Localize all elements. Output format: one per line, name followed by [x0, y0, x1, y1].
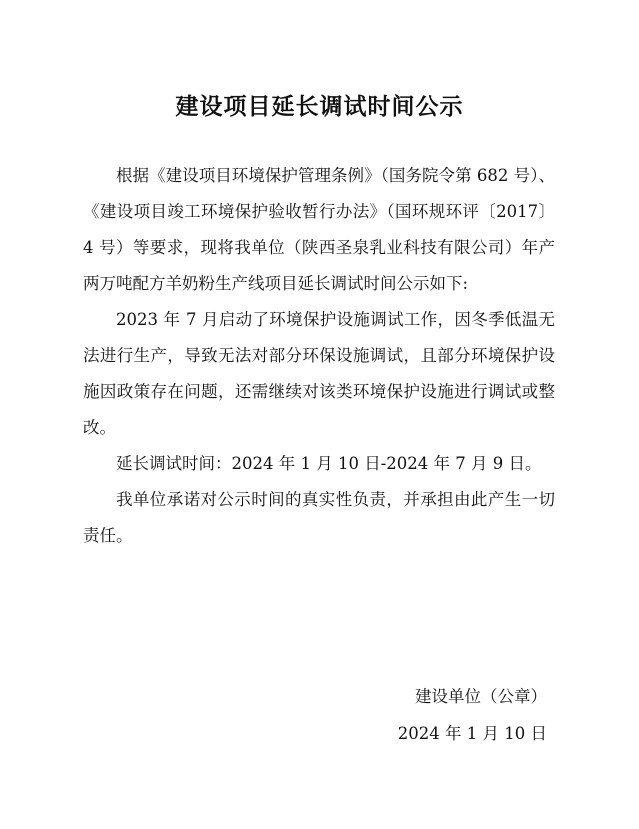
paragraph-basis: 根据《建设项目环境保护管理条例》（国务院令第 682 号）、《建设项目竣工环境保护验收暂行办法》（国环规环评〔2017〕4 号）等要求，现将我单位（陕西圣泉乳业科技有限公司）年产两万吨配方羊奶粉生产线项目延长调试时间公示如下:	[83, 166, 555, 293]
paragraph-extension-period: 延长调试时间：2024 年 1 月 10 日-2024 年 7 月 9 日。	[116, 454, 542, 473]
document-title: 建设项目延长调试时间公示	[175, 93, 464, 120]
paragraph-commitment: 我单位承诺对公示时间的真实性负责，并承担由此产生一切责任。	[83, 490, 555, 545]
signature-unit: 建设单位（公章）	[415, 687, 547, 706]
paragraph-reason: 2023 年 7 月启动了环境保护设施调试工作，因冬季低温无法进行生产，导致无法对部分环保设施调试，且部分环境保护设施因政策存在问题，还需继续对该类环境保护设施进行调试或整改。	[83, 310, 555, 437]
document-body	[83, 158, 555, 554]
signature-date: 2024 年 1 月 10 日	[397, 724, 547, 743]
